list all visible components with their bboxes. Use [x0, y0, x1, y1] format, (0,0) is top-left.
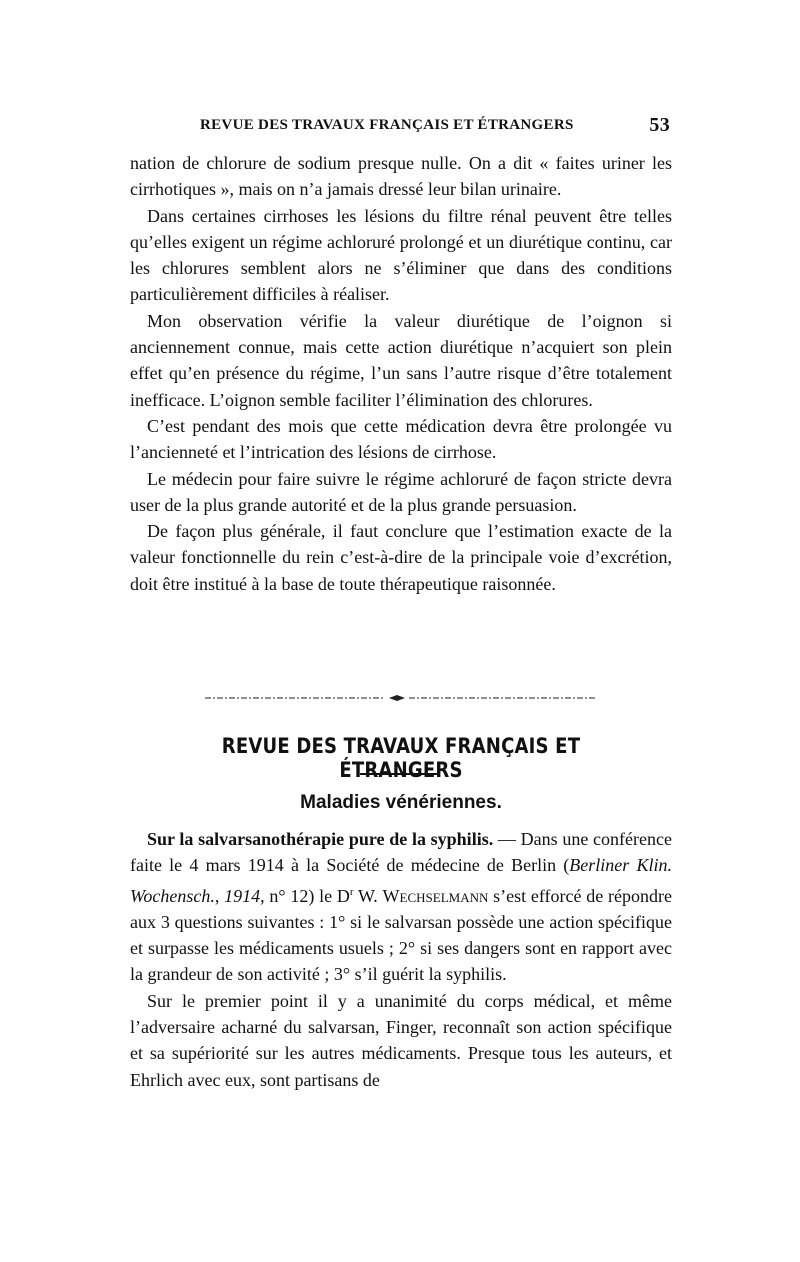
paragraph: [130, 826, 672, 988]
page-number: 53: [649, 114, 670, 136]
paragraph: nation de chlorure de sodium presque nulle. On a dit « faites uriner les cirrhotiques », mais on n’a jamais dressé leur bilan urinaire.: [130, 153, 672, 200]
superscript: r: [349, 885, 354, 898]
author-name: Wechselmann: [382, 885, 489, 906]
text-run: ,: [214, 885, 225, 906]
running-title: REVUE DES TRAVAUX FRANÇAIS ET ÉTRANGERS: [200, 117, 574, 133]
paragraph: Le médecin pour faire suivre le régime achloruré de façon stricte devra user de la plus grande autorité et de la plus grande persuasion.: [130, 468, 672, 515]
journal-year: 1914: [224, 885, 261, 906]
paragraph: De façon plus générale, il faut conclure que l’estimation exacte de la valeur fonctionnelle du rein c’est-à-dire de la principale voie d’excrétion, doit être institué à la base de toute thérapeutique raisonnée.: [130, 521, 672, 594]
text-run: s’est efforcé de répondre aux 3 questions suivantes : 1° si le salvarsan possède une action spécifique et surpasse les médicaments usuels ; 2° si ses dangers sont en rapport avec la grandeur de son activité ; 3° s’il guérit la syphilis.: [130, 885, 673, 985]
running-header: [130, 114, 670, 139]
section-heading: REVUE DES TRAVAUX FRANÇAIS ET ÉTRANGERS: [221, 734, 581, 782]
heading-rule: [360, 773, 440, 775]
text-run: — Dans une conférence faite le 4 mars 1914 à la Société de médecine de Berlin (: [130, 829, 672, 876]
text-run: W.: [353, 885, 383, 906]
text-block-upper: [130, 150, 672, 597]
paragraph: Mon observation vérifie la valeur diurétique de l’oignon si anciennement connue, mais cette action diurétique n’acquiert son plein effet qu’en présence du régime, l’un sans l’autre risque d’être totalement inefficace. L’oignon semble faciliter l’élimination des chlorures.: [130, 310, 672, 410]
article-title: Sur la salvarsanothérapie pure de la syphilis.: [147, 829, 494, 849]
subsection-heading: Maladies vénériennes.: [300, 792, 502, 813]
text-block-lower: [130, 826, 672, 1093]
journal-name: Berliner Klin. Wochensch.: [130, 855, 672, 906]
text-run: , n° 12) le D: [260, 885, 350, 906]
paragraph: C’est pendant des mois que cette médication devra être prolongée vu l’ancienneté et l’intrication des lésions de cirrhose.: [130, 415, 672, 463]
paragraph: Dans certaines cirrhoses les lésions du filtre rénal peuvent être telles qu’elles exigent un régime achloruré prolongé et un diurétique continu, car les chlorures semblent alors ne s’éliminer que dans des conditions particulièrement difficiles à réaliser.: [130, 205, 672, 305]
ornamental-separator: [205, 694, 595, 702]
paragraph: Sur le premier point il y a unanimité du corps médical, et même l’adversaire acharné du salvarsan, Finger, reconnaît son action spécifique et sa supériorité sur les autres médicaments. Presque tous les auteurs, et Ehrlich avec eux, sont partisans de: [130, 990, 672, 1090]
